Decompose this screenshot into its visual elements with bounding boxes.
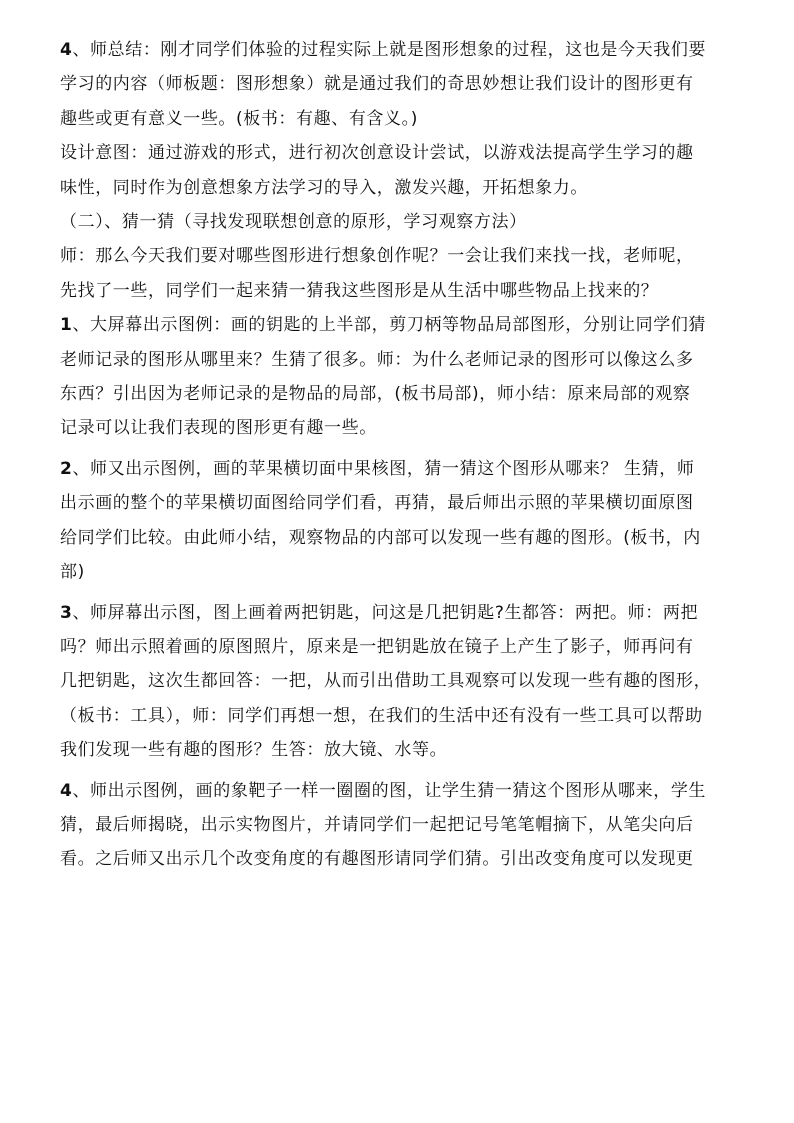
text-line: [60, 377, 750, 411]
paragraph: [60, 33, 750, 136]
item-number: 2: [60, 458, 73, 479]
line-text: 我们发现一些有趣的图形？生答：放大镜、水等。: [60, 740, 448, 761]
line-text: 部): [60, 562, 85, 583]
line-text: 、师又出示图例，画的苹果横切面中果核图，猜一猜这个图形从哪来？ 生猜，师: [72, 458, 695, 479]
line-text: （二）、猜一猜（寻找发现联想创意的原形，学习观察方法）: [60, 212, 527, 233]
text-line: [60, 555, 750, 589]
text-line: [60, 205, 750, 239]
line-text: 、师出示图例，画的象靶子一样一圈圈的图，让学生猜一猜这个图形从哪来，学生: [72, 780, 707, 801]
text-line: [60, 452, 750, 486]
paragraph: [60, 308, 750, 446]
text-line: [60, 842, 750, 876]
paragraph: [60, 205, 750, 239]
text-line: [60, 486, 750, 520]
line-text: 猜，最后师揭晓，出示实物图片，并请同学们一起把记号笔笔帽摘下，从笔尖向后: [60, 814, 694, 835]
text-line: [60, 411, 750, 445]
line-text: 老师记录的图形从哪里来？生猜了很多。师：为什么老师记录的图形可以像这么多: [60, 349, 694, 370]
text-line: [60, 171, 750, 205]
line-text: 给同学们比较。由此师小结，观察物品的内部可以发现一些有趣的图形。(板书，内: [60, 527, 701, 548]
text-line: [60, 33, 750, 67]
text-line: [60, 664, 750, 698]
item-number: 4: [60, 40, 73, 60]
text-line: [60, 774, 750, 808]
paragraph: [60, 774, 750, 877]
document-body: [60, 33, 750, 877]
line-text: 记录可以让我们表现的图形更有趣一些。: [60, 418, 377, 439]
line-text: 吗？师出示照着画的原图照片，原来是一把钥匙放在镜子上产生了影子，师再问有: [60, 636, 694, 657]
text-line: [60, 596, 750, 630]
line-text: 、师总结：刚才同学们体验的过程实际上就是图形想象的过程，这也是今天我们要: [72, 40, 707, 60]
line-text: 学习的内容（师板题：图形想象）就是通过我们的奇思妙想让我们设计的图形更有: [60, 74, 694, 95]
text-line: [60, 102, 750, 136]
line-text: 、大屏幕出示图例：画的钥匙的上半部，剪刀柄等物品局部图形，分别让同学们猜: [72, 315, 707, 336]
item-number: 1: [60, 315, 73, 336]
text-line: [60, 274, 750, 308]
line-text: 几把钥匙，这次生都回答：一把，从而引出借助工具观察可以发现一些有趣的图形，: [60, 671, 712, 692]
item-number: 3: [60, 602, 73, 623]
text-line: [60, 343, 750, 377]
paragraph: [60, 239, 750, 308]
text-line: [60, 630, 750, 664]
text-line: [60, 521, 750, 555]
line-text: （板书：工具），师：同学们再想一想，在我们的生活中还有没有一些工具可以帮助: [60, 705, 703, 726]
text-line: [60, 699, 750, 733]
text-line: [60, 67, 750, 101]
line-text: 趣些或更有意义一些。(板书：有趣、有含义。): [60, 108, 418, 129]
text-line: [60, 239, 750, 273]
line-text: 味性，同时作为创意想象方法学习的导入，激发兴趣，开拓想象力。: [60, 177, 588, 198]
text-line: [60, 733, 750, 767]
line-text: 出示画的整个的苹果横切面图给同学们看，再猜，最后师出示照的苹果横切面原图: [60, 493, 694, 514]
line-text: 先找了一些，同学们一起来猜一猜我这些图形是从生活中哪些物品上找来的？: [60, 280, 659, 301]
line-text: 设计意图：通过游戏的形式，进行初次创意设计尝试，以游戏法提高学生学习的趣: [60, 143, 694, 164]
paragraph: [60, 136, 750, 205]
line-text: 、师屏幕出示图，图上画着两把钥匙，问这是几把钥匙?生都答：两把。师：两把: [72, 602, 699, 623]
paragraph: [60, 452, 750, 590]
line-text: 看。之后师又出示几个改变角度的有趣图形请同学们猜。引出改变角度可以发现更: [60, 849, 694, 870]
item-number: 4: [60, 780, 73, 801]
text-line: [60, 808, 750, 842]
text-line: [60, 308, 750, 342]
line-text: 师：那么今天我们要对哪些图形进行想象创作呢？一会让我们来找一找，老师呢，: [60, 246, 694, 267]
paragraph: [60, 596, 750, 768]
text-line: [60, 136, 750, 170]
line-text: 东西？引出因为老师记录的是物品的局部，(板书局部)，师小结：原来局部的观察: [60, 384, 691, 405]
